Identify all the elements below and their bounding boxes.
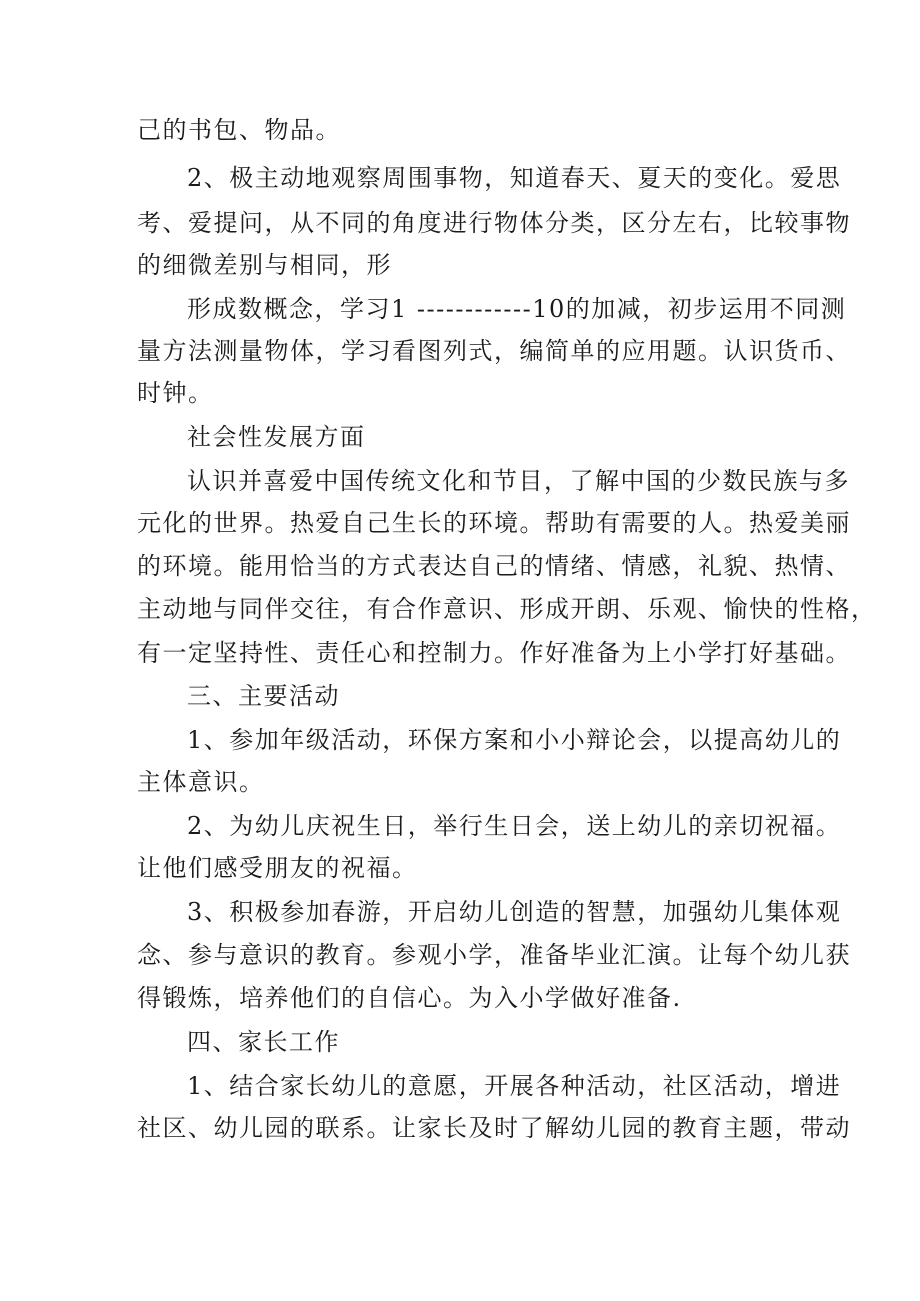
text-line: 3、积极参加春游，开启幼儿创造的智慧，加强幼儿集体观 xyxy=(187,898,842,926)
text-line: 认识并喜爱中国传统文化和节目，了解中国的少数民族与多 xyxy=(187,467,850,495)
text-line: 时钟。 xyxy=(137,379,214,407)
text-line: 主动地与同伴交往，有合作意识、形成开朗、乐观、愉快的性格， xyxy=(137,595,877,623)
section-heading: 四、家长工作 xyxy=(187,1028,340,1056)
text-line: 形成数概念，学习1 ------------10的加减，初步运用不同测 xyxy=(187,295,847,323)
text-line: 让他们感受朋友的祝福。 xyxy=(137,854,418,882)
section-heading: 社会性发展方面 xyxy=(187,423,366,451)
text-line: 的细微差别与相同，形 xyxy=(137,251,392,279)
text-line: 己的书包、物品。 xyxy=(137,116,341,144)
text-line: 2、为幼儿庆祝生日，举行生日会，送上幼儿的亲切祝福。 xyxy=(187,812,842,840)
text-line: 得锻炼，培养他们的自信心。为入小学做好准备. xyxy=(137,984,682,1012)
text-line: 考、爱提问，从不同的角度进行物体分类，区分左右，比较事物 xyxy=(137,209,851,237)
text-line: 主体意识。 xyxy=(137,768,265,796)
text-line: 有一定坚持性、责任心和控制力。作好准备为上小学打好基础。 xyxy=(137,639,851,667)
text-line: 1、结合家长幼儿的意愿，开展各种活动，社区活动，增进 xyxy=(187,1072,842,1100)
text-line: 2、极主动地观察周围事物，知道春天、夏天的变化。爱思 xyxy=(187,164,842,192)
text-line: 元化的世界。热爱自己生长的环境。帮助有需要的人。热爱美丽 xyxy=(137,509,851,537)
text-line: 念、参与意识的教育。参观小学，准备毕业汇演。让每个幼儿获 xyxy=(137,941,851,969)
text-line: 1、参加年级活动，环保方案和小小辩论会，以提高幼儿的 xyxy=(187,726,842,754)
text-line: 量方法测量物体，学习看图列式，编简单的应用题。认识货币、 xyxy=(137,337,851,365)
text-line: 社区、幼儿园的联系。让家长及时了解幼儿园的教育主题，带动 xyxy=(137,1114,851,1142)
section-heading: 三、主要活动 xyxy=(187,682,340,710)
text-line: 的环境。能用恰当的方式表达自己的情绪、情感，礼貌、热情、 xyxy=(137,552,851,580)
